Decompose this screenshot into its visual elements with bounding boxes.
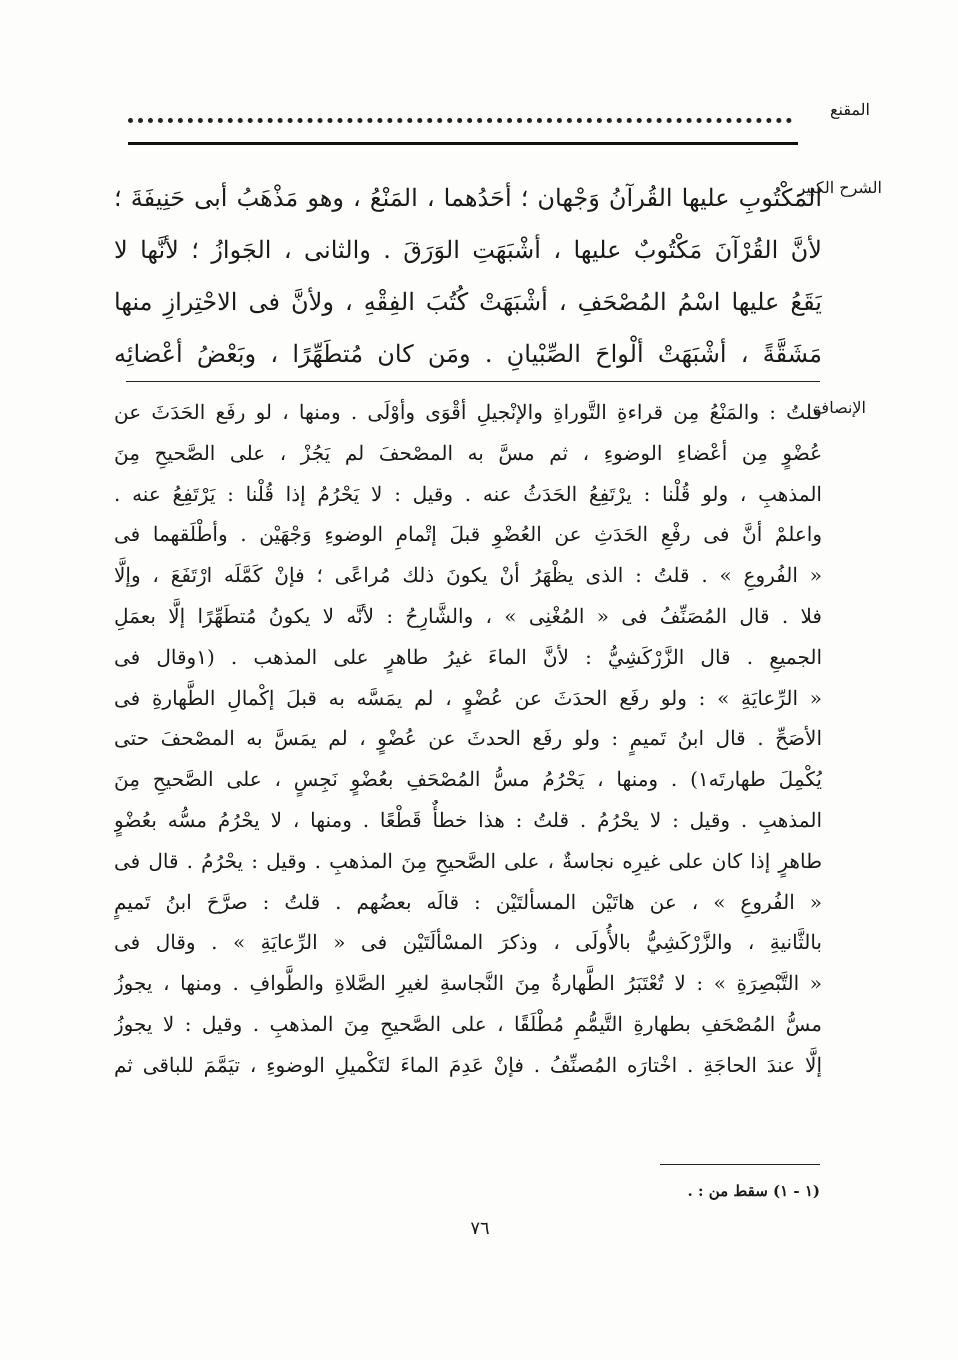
insaf-line: « الفُروعِ » . قلتُ : الذى يظْهَرُ أنْ يكونَ ذلك مُراعًى ؛ فإنْ كَمَّلَه ارْتَفَعَ ، وإلَّا xyxy=(114,563,822,588)
section-divider xyxy=(126,381,820,382)
insaf-line: « التَّبْصِرَةِ » : لا تُعْتَبَرُ الطَّهارةُ مِنَ النَّجاسةِ لغيرِ الصَّلاةِ والطَّوافِ . ومنها ، يجوزُ xyxy=(114,971,822,996)
insaf-line: إلَّا عندَ الحاجَةِ . اخْتارَه المُصنِّفُ . فإنْ عَدِمَ الماءَ لتَكْميلِ الوضوءِ ، تيَمَّمَ للباقى ثم xyxy=(114,1052,822,1077)
running-header-title: المقنع xyxy=(829,100,870,119)
insaf-line: عُضْوٍ مِن أعْضاءِ الوضوءِ ، ثم مسَّ به المصْحفَ لم يَجُزْ ، على الصَّحيحِ مِنَ xyxy=(114,440,822,465)
sharh-line: مَشَقَّةً ، أشْبَهَتْ ألْواحَ الصِّبْيانِ . ومَن كان مُتطَهِّرًا ، وبَعْضُ أعْضائِه xyxy=(114,340,822,368)
insaf-line: « الفُروعِ » ، عن هاتَيْن المسألتَيْن : قالَه بعضُهم . قلتُ : صرَّحَ ابنُ تَميمٍ xyxy=(114,889,822,914)
insaf-line: يُكْمِلَ طهارتَه١) . ومنها ، يَحْرُمُ مسُّ المُصْحَفِ بعُضْوٍ نَجِسٍ ، على الصَّحيحِ مِنَ xyxy=(114,767,822,792)
margin-label-sharh: الشرح الكبير xyxy=(797,178,882,197)
insaf-text-block xyxy=(114,392,822,1086)
insaf-line: الأصَحِّ . قال ابنُ تَميمٍ : ولو رفَع الحدثَ عن عُضْوٍ ، لم يمَسَّ به المصْحفَ حتى xyxy=(114,726,822,751)
sharh-line: يَقَعُ عليها اسْمُ المُصْحَفِ ، أشْبَهَتْ كُتُبَ الفِقْهِ ، ولأنَّ فى الاحْتِرازِ منها xyxy=(114,288,822,316)
insaf-line: مسُّ المُصْحَفِ بطهارةِ التَّيمُّمِ مُطْلَقًا ، على الصَّحيحِ مِنَ المذهبِ . وقيل : لا يجوزُ xyxy=(114,1011,822,1036)
insaf-line: الجميعِ . قال الزَّرْكَشِيُّ : لأنَّ الماءَ غيرُ طاهرٍ على المذهب . (١وقال فى xyxy=(114,644,822,669)
insaf-line: فلا . قال المُصَنِّفُ فى « المُغْنِى » ، والشَّارِحُ : لأنَّه لا يكونُ مُتطَهِّرًا إلَّا بعمَلِ xyxy=(114,603,822,628)
insaf-line: قلتُ : والمَنْعُ مِن قراءةِ التَّوراةِ والإنْجيلِ أقْوَى وأوْلَى . ومنها ، لو رفَع الحَدَثَ عن xyxy=(114,400,822,424)
header-dotted-rule xyxy=(128,104,792,123)
insaf-line: بالثَّانيةِ ، والزَّرْكَشِيُّ بالأُولَى ، وذكرَ المسْألَتَيْن فى « الرِّعايَةِ » . وقال فى xyxy=(114,930,822,955)
page-number: ٧٦ xyxy=(470,1218,490,1239)
footnote: (١ - ١) سقط من : . xyxy=(687,1182,820,1200)
margin-label-insaf: الإنصاف xyxy=(812,398,866,417)
insaf-line: « الرِّعايَةِ » : ولو رفَع الحدَثَ عن عُضْوٍ ، لم يمَسَّه به قبلَ إكْمالِ الطَّهارةِ فى xyxy=(114,685,822,710)
insaf-line: المذهبِ ، ولو قُلْنا : يرْتَفِعُ الحَدَثُ عنه . وقيل : لا يَحْرُمُ إذا قُلْنا : يَرْتَفِعُ عنه . xyxy=(114,481,822,506)
sharh-line: المَكْتُوبِ عليها القُرآنُ وَجْهان ؛ أحَدُهما ، المَنْعُ ، وهو مَذْهَبُ أبى حَنِيفَةَ ؛ xyxy=(114,184,822,212)
sharh-text-block xyxy=(114,172,822,380)
insaf-line: المذهبِ . وقيل : لا يحْرُمُ . قلتُ : هذا خطأٌ قَطْعًا . ومنها ، لا يحْرُمُ مسُّه بعُضْوٍ xyxy=(114,807,822,832)
insaf-line: طاهرٍ إذا كان على غيرِه نجاسةٌ ، على الصَّحيحِ مِنَ المذهبِ . وقيل : يحْرُمُ . قال فى xyxy=(114,848,822,873)
footnote-rule xyxy=(660,1164,820,1165)
header-rule xyxy=(128,142,798,145)
sharh-line: لأنَّ القُرْآنَ مَكْتُوبٌ عليها ، أشْبَهَتِ الوَرَقَ . والثانى ، الجَوازُ ؛ لأنَّها لا xyxy=(114,236,822,264)
insaf-line: واعلمْ أنَّ فى رفْعِ الحَدَثِ عن العُضْوِ قبلَ إتْمامِ الوضوءِ وَجْهَيْن . وأطْلَقهما فى xyxy=(114,522,822,547)
